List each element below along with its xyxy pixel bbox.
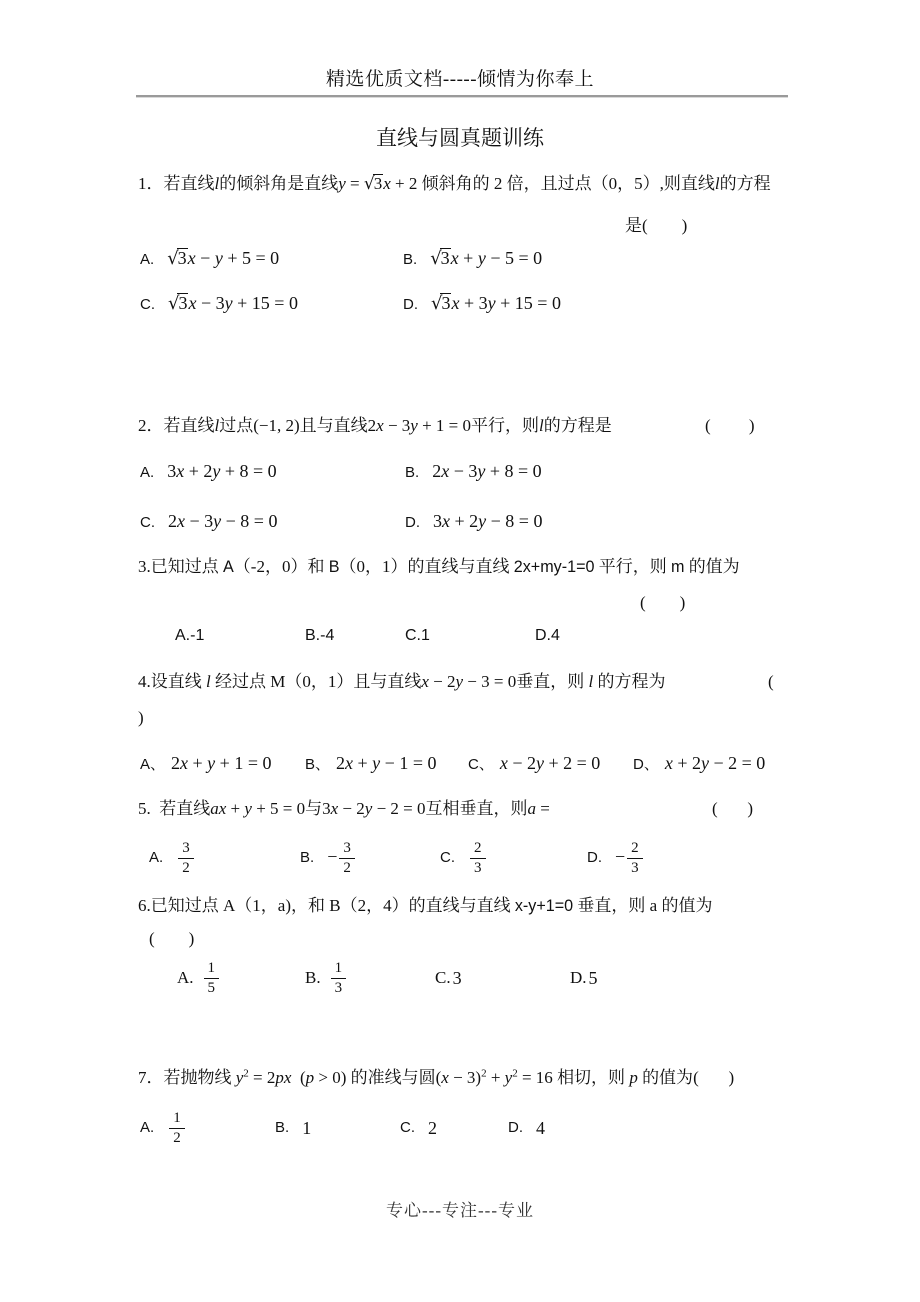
q7-option-c [400, 1105, 437, 1151]
q1-option-d [403, 290, 561, 318]
q7-option-d-value: 4 [536, 1118, 545, 1138]
q4-option-c-label: C、 [468, 756, 494, 773]
q6-option-b-value: $\frac{1}{3}$ [329, 959, 349, 998]
q1-stem: 1．若直线l的倾斜角是直线y = √3x + 2 倾斜角的 2 倍，且过点（0，5）,则直线l的方程 [138, 174, 771, 194]
q2-option-b-label: B. [405, 464, 420, 481]
q6-answer-bracket: ( ) [149, 929, 195, 948]
q6-option-d-value: 5 [588, 968, 598, 988]
q7-option-a-label: A. [140, 1119, 155, 1136]
q1-option-a-label: A. [140, 251, 155, 268]
q4-option-a-value: 2x + y + 1 = 0 [171, 753, 272, 773]
q4-option-b [305, 750, 436, 778]
q5-option-a-label: A. [149, 849, 164, 866]
q6-option-c-label: C. [435, 968, 451, 987]
q1-option-c-value: √3x − 3y + 15 = 0 [168, 293, 298, 314]
q2-option-d [405, 508, 542, 536]
q2-option-a-label: A. [140, 464, 155, 481]
header-rule [136, 95, 788, 98]
q5-option-c-label: C. [440, 849, 455, 866]
q4-stem: 4.设直线 l 经过点 M（0，1）且与直线x − 2y − 3 = 0垂直，则 l 的方程为 [138, 672, 666, 691]
q4-option-a-label: A、 [140, 756, 166, 773]
doc-title: 直线与圆真题训练 [376, 126, 544, 150]
q2-option-c-value: 2x − 3y − 8 = 0 [168, 511, 278, 531]
q5-option-a-value: $\frac{3}{2}$ [176, 839, 196, 878]
q1-option-c-label: C. [140, 296, 155, 313]
q6-option-a-label: A. [177, 968, 194, 987]
q3-option-a: A.-1 [175, 627, 205, 644]
q5-option-d-label: D. [587, 849, 602, 866]
q5-option-d-value: − $\frac{2}{3}$ [615, 839, 645, 878]
q2-stem: 2．若直线l过点(−1, 2)且与直线2x − 3y + 1 = 0平行，则l的方程是 [138, 416, 612, 435]
q5-option-d [587, 835, 645, 881]
q4-option-c-value: x − 2y + 2 = 0 [499, 753, 601, 773]
q4-option-d [633, 750, 765, 778]
q2-option-a [140, 458, 277, 486]
q6-option-d [570, 955, 598, 1001]
q1-option-a-value: √3x − y + 5 = 0 [167, 248, 280, 269]
q1-option-c [140, 290, 298, 318]
q6-option-d-label: D. [570, 968, 587, 987]
q2-option-a-value: 3x + 2y + 8 = 0 [167, 461, 277, 481]
q4-option-a [140, 750, 271, 778]
q4-option-c [468, 750, 600, 778]
q7-option-b-label: B. [275, 1119, 290, 1136]
q5-option-b-label: B. [300, 849, 315, 866]
header-text: 精选优质文档-----倾情为你奉上 [325, 69, 595, 90]
q5-stem: 5. 若直线ax + y + 5 = 0与3x − 2y − 2 = 0互相垂直，则a = [138, 799, 550, 818]
q7-option-b [275, 1105, 311, 1151]
q2-option-b-value: 2x − 3y + 8 = 0 [432, 461, 542, 481]
q7-option-c-value: 2 [428, 1118, 437, 1138]
q2-option-c-label: C. [140, 514, 155, 531]
q6-option-b [305, 955, 348, 1001]
q3-stem: 3.已知过点 A（-2，0）和 B（0，1）的直线与直线 2x+my-1=0 平行，则 m 的值为 [138, 557, 740, 576]
q3-option-c: C.1 [405, 627, 430, 644]
q7-option-a [140, 1105, 187, 1151]
q4-option-b-label: B、 [305, 756, 331, 773]
q1-option-b [403, 245, 542, 273]
q4-option-b-value: 2x + y − 1 = 0 [336, 753, 437, 773]
q1-option-d-label: D. [403, 296, 418, 313]
q6-option-c [435, 955, 462, 1001]
q2-option-d-label: D. [405, 514, 420, 531]
q2-option-b [405, 458, 542, 486]
q4-bracket-open: ( [768, 672, 774, 691]
q3-option-d: D.4 [535, 627, 560, 644]
q4-option-d-value: x + 2y − 2 = 0 [664, 753, 766, 773]
q6-option-c-value: 3 [452, 968, 462, 988]
q6-stem: 6.已知过点 A（1，a)，和 B（2，4）的直线与直线 x-y+1=0 垂直，则 a 的值为 [138, 896, 713, 915]
q5-option-c-value: $\frac{2}{3}$ [468, 839, 488, 878]
q4-option-d-label: D、 [633, 756, 659, 773]
q5-option-b-value: − $\frac{3}{2}$ [327, 839, 357, 878]
q4-bracket-close: ) [138, 708, 144, 727]
footer-text: 专心---专注---专业 [386, 1201, 534, 1220]
q3-option-b: B.-4 [305, 627, 335, 644]
q2-option-c [140, 508, 277, 536]
q6-option-a-value: $\frac{1}{5}$ [202, 959, 222, 998]
q7-option-b-value: 1 [302, 1118, 312, 1138]
q1-answer-blank: 是( ) [625, 216, 688, 235]
q5-option-c [440, 835, 488, 881]
q6-option-a [177, 955, 221, 1001]
q7-option-d [508, 1105, 545, 1151]
q1-option-b-value: √3x + y − 5 = 0 [430, 248, 543, 269]
q1-option-b-label: B. [403, 251, 418, 268]
q5-answer-bracket: ( ) [712, 799, 754, 818]
q3-answer-bracket: ( ) [640, 593, 686, 612]
q5-option-b [300, 835, 357, 881]
q1-option-a [140, 245, 279, 273]
q5-option-a [149, 835, 196, 881]
q2-option-d-value: 3x + 2y − 8 = 0 [433, 511, 543, 531]
q7-option-c-label: C. [400, 1119, 415, 1136]
q6-option-b-label: B. [305, 968, 321, 987]
q7-option-a-value: $\frac{1}{2}$ [167, 1109, 187, 1148]
q2-answer-bracket: ( ) [705, 416, 755, 435]
q1-option-d-value: √3x + 3y + 15 = 0 [431, 293, 561, 314]
q7-option-d-label: D. [508, 1119, 523, 1136]
q7-stem: 7．若抛物线 $y^2 = 2px$ (p > 0) 的准线与圆$(x - 3)^2 + y^2 = 16$ 相切，则 p 的值为( ) [138, 1067, 735, 1087]
